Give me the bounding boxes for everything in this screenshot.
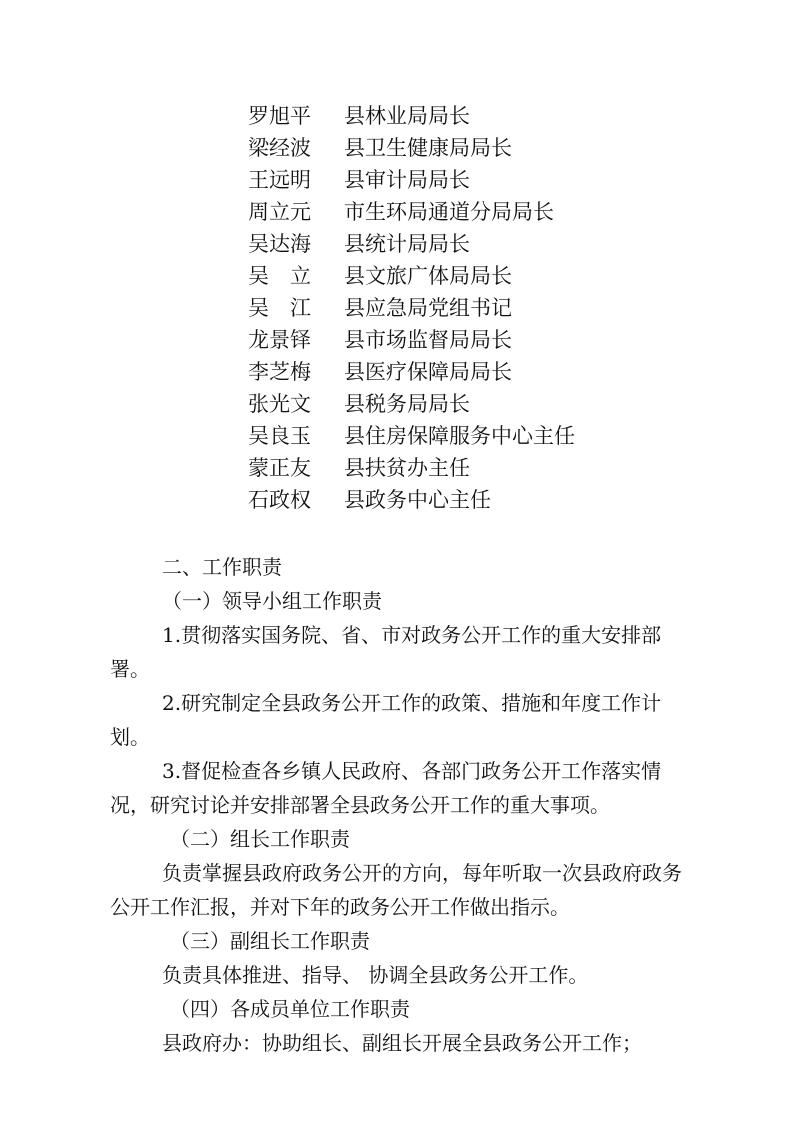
subsection-heading: （一）领导小组工作职责 (162, 589, 382, 613)
member-name: 吴良玉 (248, 424, 311, 448)
member-title: 县扶贫办主任 (344, 456, 470, 480)
member-list (248, 100, 575, 516)
member-title: 县统计局局长 (344, 232, 470, 256)
member-name: 张光文 (248, 392, 311, 416)
member-name: 李芝梅 (248, 360, 311, 384)
duties-section (110, 550, 685, 1060)
member-row (248, 260, 575, 292)
member-row (248, 164, 575, 196)
member-name: 罗旭平 (248, 104, 311, 128)
member-name: 龙景铎 (248, 328, 311, 352)
member-row (248, 132, 575, 164)
duty-item: 2.研究制定全县政务公开工作的政策、措施和年度工作计划。 (110, 691, 662, 749)
member-row (248, 100, 575, 132)
member-title: 县审计局局长 (344, 168, 470, 192)
member-row (248, 324, 575, 356)
member-name: 吴 立 (248, 264, 311, 288)
member-title: 县税务局局长 (344, 392, 470, 416)
member-name: 吴 江 (248, 296, 311, 320)
member-row (248, 356, 575, 388)
member-title: 县政务中心主任 (344, 488, 491, 512)
member-title: 县医疗保障局局长 (344, 360, 512, 384)
member-row (248, 388, 575, 420)
member-name: 周立元 (248, 200, 311, 224)
duty-item: 1.贯彻落实国务院、省、市对政务公开工作的重大安排部署。 (110, 623, 662, 681)
member-title: 县应急局党组书记 (344, 296, 512, 320)
subsection-heading: （三）副组长工作职责 (170, 929, 370, 953)
member-title: 县林业局局长 (344, 104, 470, 128)
member-title: 县文旅广体局局长 (344, 264, 512, 288)
paragraph: 县政府办：协助组长、副组长开展全县政务公开工作； (162, 1031, 642, 1055)
duty-item: 3.督促检查各乡镇人民政府、各部门政务公开工作落实情况，研究讨论并安排部署全县政务公开工作的重大事项。 (110, 759, 662, 817)
member-row (248, 484, 575, 516)
subsection-heading: （四）各成员单位工作职责 (170, 997, 410, 1021)
member-row (248, 196, 575, 228)
member-row (248, 228, 575, 260)
member-row (248, 292, 575, 324)
member-title: 县市场监督局局长 (344, 328, 512, 352)
member-title: 市生环局通道分局局长 (344, 200, 554, 224)
paragraph: 负责掌握县政府政务公开的方向，每年听取一次县政府政务公开工作汇报，并对下年的政务公开工作做出指示。 (110, 861, 682, 919)
member-row (248, 420, 575, 452)
member-row (248, 452, 575, 484)
member-title: 县住房保障服务中心主任 (344, 424, 575, 448)
paragraph: 负责具体推进、指导、 协调全县政务公开工作。 (162, 963, 589, 987)
section-heading: 二、工作职责 (162, 555, 282, 579)
member-name: 石政权 (248, 488, 311, 512)
member-title: 县卫生健康局局长 (344, 136, 512, 160)
member-name: 梁经波 (248, 136, 311, 160)
member-name: 王远明 (248, 168, 311, 192)
subsection-heading: （二）组长工作职责 (170, 827, 350, 851)
member-name: 吴达海 (248, 232, 311, 256)
member-name: 蒙正友 (248, 456, 311, 480)
